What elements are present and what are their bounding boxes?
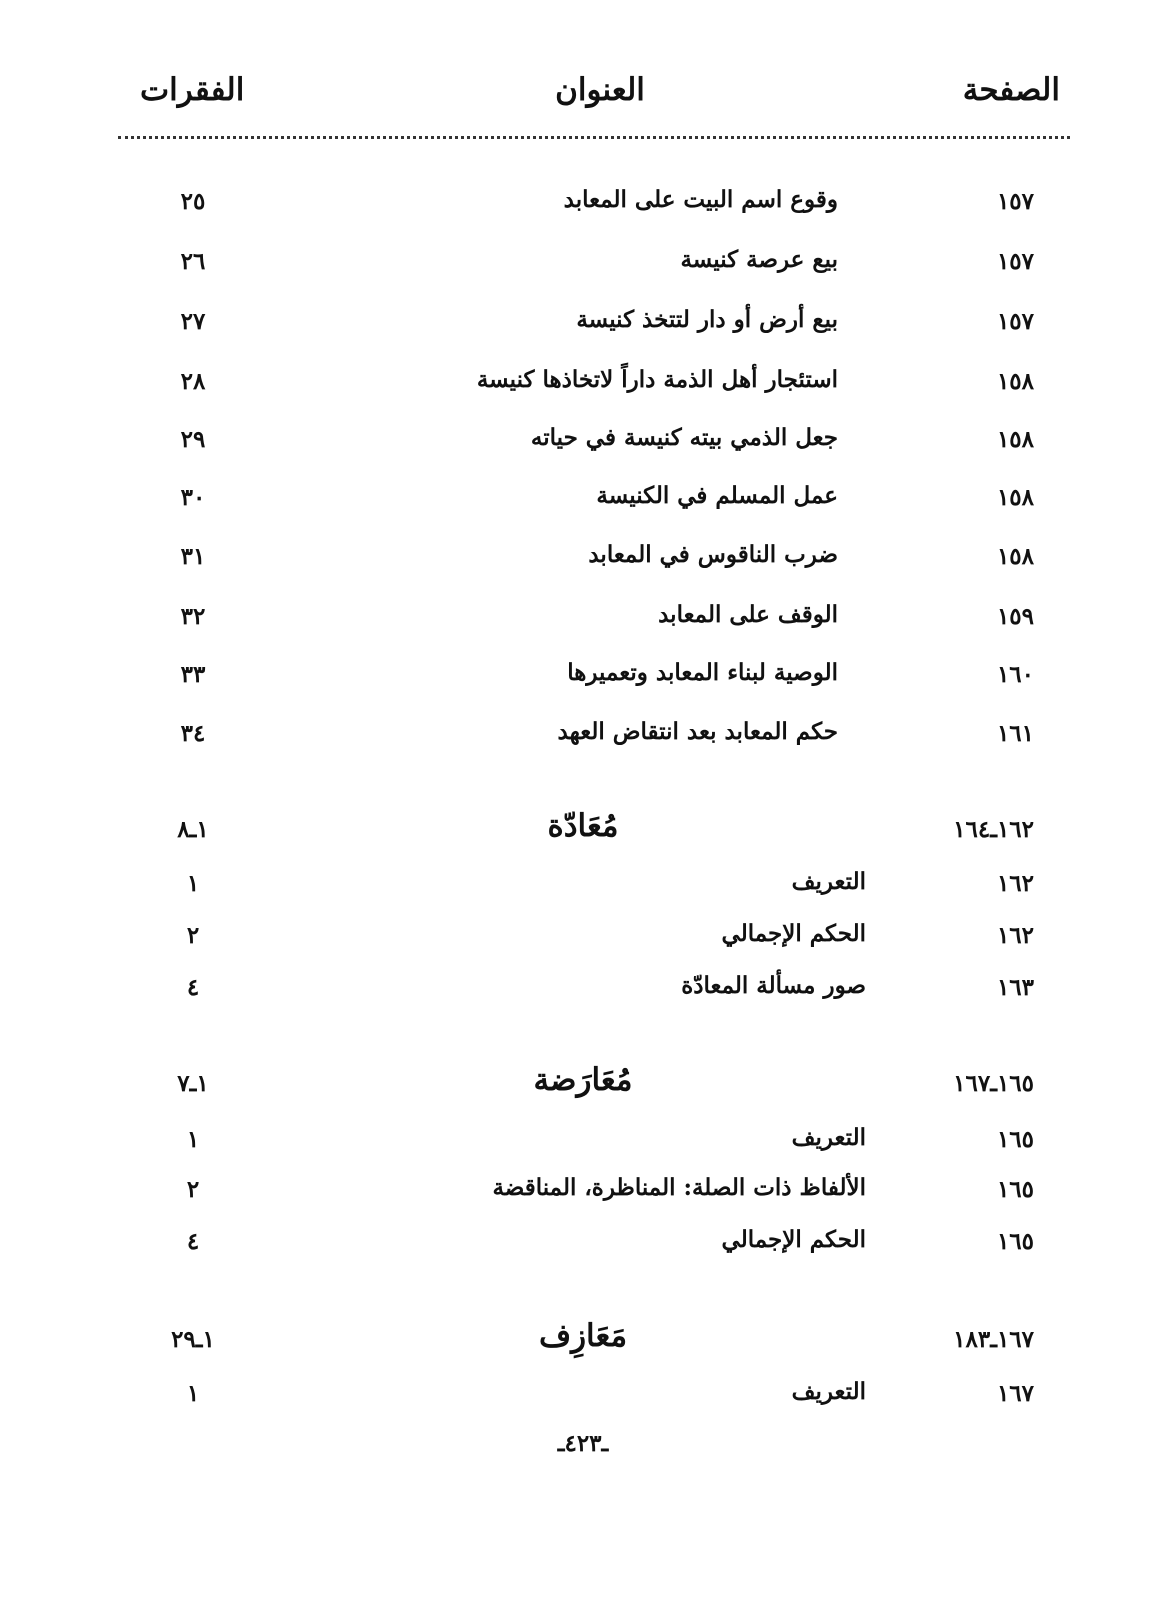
paragraph-cell: ١ (186, 1380, 200, 1407)
paragraph-cell: ٣٢ (180, 603, 206, 630)
page-cell: ١٥٨ (996, 426, 1034, 453)
table-row (0, 300, 1166, 350)
paragraph-cell: ١ (186, 1126, 200, 1153)
page-cell: ١٦١ (996, 720, 1034, 747)
paragraph-cell: ٣٣ (180, 661, 206, 688)
topic-title: مُعَارَضة (533, 1062, 633, 1098)
page-cell: ١٥٧ (996, 248, 1034, 275)
page-number: ـ٤٢٣ـ (557, 1430, 609, 1457)
title-cell: التعريف (791, 1378, 866, 1405)
page-cell: ١٥٧ (996, 308, 1034, 335)
table-row (0, 1168, 1166, 1218)
title-cell: الحكم الإجمالي (721, 1226, 866, 1253)
topic-title: مُعَادّة (547, 808, 619, 844)
paragraph-cell: ٢٧ (180, 308, 206, 335)
title-cell: حكم المعابد بعد انتقاض العهد (557, 718, 838, 745)
paragraph-cell: ٢٩ (180, 426, 206, 453)
page-cell: ١٦٧ـ١٨٣ (953, 1326, 1034, 1353)
table-row (0, 1118, 1166, 1168)
page-cell: ١٦٥ (996, 1228, 1034, 1255)
title-cell: جعل الذمي بيته كنيسة في حياته (530, 424, 838, 451)
paragraphs-column-header: الفقرات (140, 72, 245, 108)
page-cell: ١٦٥ـ١٦٧ (953, 1070, 1034, 1097)
table-row (0, 595, 1166, 645)
page-cell: ١٦٠ (996, 661, 1034, 688)
page-column-header: الصفحة (962, 72, 1060, 108)
title-cell: الألفاظ ذات الصلة: المناظرة، المناقضة (492, 1174, 866, 1201)
page-cell: ١٦٧ (996, 1380, 1034, 1407)
paragraph-cell: ٤ (186, 974, 200, 1001)
table-row (0, 1220, 1166, 1270)
page-cell: ١٥٩ (996, 603, 1034, 630)
table-row (0, 862, 1166, 912)
table-row (0, 653, 1166, 703)
topic-row (0, 1318, 1166, 1368)
paragraph-cell: ٣١ (180, 543, 206, 570)
page-cell: ١٦٢ (996, 870, 1034, 897)
table-row (0, 712, 1166, 762)
title-cell: التعريف (791, 868, 866, 895)
paragraph-cell: ٣٠ (180, 484, 206, 511)
paragraph-cell: ٤ (186, 1228, 200, 1255)
title-cell: وقوع اسم البيت على المعابد (563, 186, 838, 213)
header-divider (118, 136, 1070, 139)
page-cell: ١٦٢ (996, 922, 1034, 949)
table-row (0, 535, 1166, 585)
table-row (0, 240, 1166, 290)
table-row (0, 180, 1166, 230)
page-cell: ١٥٧ (996, 188, 1034, 215)
title-cell: صور مسألة المعادّة (681, 972, 866, 999)
topic-row (0, 808, 1166, 858)
paragraph-cell: ١ـ٨ (177, 816, 209, 843)
table-row (0, 360, 1166, 410)
topic-title: مَعَازِف (538, 1318, 628, 1354)
table-header (140, 72, 1060, 132)
paragraph-cell: ١ (186, 870, 200, 897)
title-cell: بيع أرض أو دار لتتخذ كنيسة (576, 306, 838, 333)
title-column-header: العنوان (555, 72, 645, 108)
title-cell: الوصية لبناء المعابد وتعميرها (567, 659, 838, 686)
paragraph-cell: ٣٤ (180, 720, 206, 747)
table-row (0, 1372, 1166, 1422)
table-row (0, 476, 1166, 526)
table-row (0, 966, 1166, 1016)
title-cell: الوقف على المعابد (658, 601, 838, 628)
table-row (0, 418, 1166, 468)
topic-row (0, 1062, 1166, 1112)
title-cell: الحكم الإجمالي (721, 920, 866, 947)
title-cell: عمل المسلم في الكنيسة (596, 482, 838, 509)
paragraph-cell: ٢ (186, 922, 200, 949)
paragraph-cell: ٢٨ (180, 368, 206, 395)
title-cell: ضرب الناقوس في المعابد (588, 541, 838, 568)
page-cell: ١٦٥ (996, 1176, 1034, 1203)
paragraph-cell: ١ـ٢٩ (171, 1326, 215, 1353)
title-cell: استئجار أهل الذمة داراً لاتخاذها كنيسة (476, 366, 838, 393)
page-cell: ١٦٥ (996, 1126, 1034, 1153)
paragraph-cell: ٢ (186, 1176, 200, 1203)
title-cell: التعريف (791, 1124, 866, 1151)
table-row (0, 914, 1166, 964)
page-cell: ١٥٨ (996, 368, 1034, 395)
page-cell: ١٥٨ (996, 543, 1034, 570)
page-cell: ١٥٨ (996, 484, 1034, 511)
paragraph-cell: ٢٦ (180, 248, 206, 275)
page-cell: ١٦٣ (996, 974, 1034, 1001)
title-cell: بيع عرصة كنيسة (680, 246, 838, 273)
page-cell: ١٦٢ـ١٦٤ (953, 816, 1034, 843)
paragraph-cell: ١ـ٧ (177, 1070, 209, 1097)
paragraph-cell: ٢٥ (180, 188, 206, 215)
